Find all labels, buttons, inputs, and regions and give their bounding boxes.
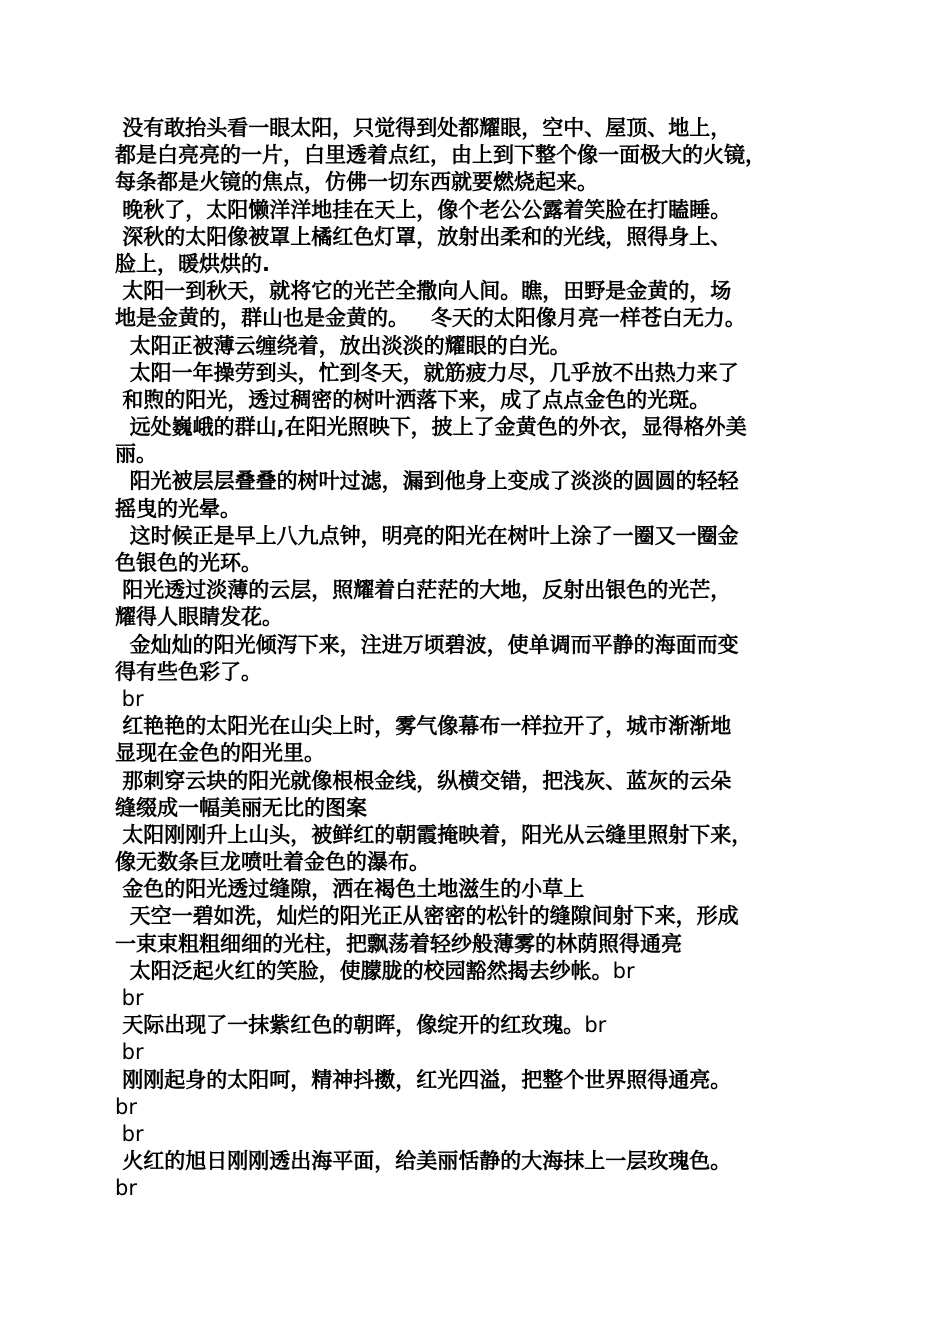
br-line: br <box>115 686 144 711</box>
br-line: br <box>115 986 144 1010</box>
text-line: 那刺穿云块的阳光就像根根金线，纵横交错，把浅灰、蓝灰的云朵 <box>115 768 732 793</box>
text-line: 深秋的太阳像被罩上橘红色灯罩，放射出柔和的光线，照得身上、 <box>115 224 732 249</box>
text-line: 显现在金色的阳光里。 <box>115 741 325 766</box>
document-page <box>115 115 850 1203</box>
text-line: 都是白亮亮的一片，白里透着点红，由上到下整个像一面极大的火镜， <box>115 143 766 168</box>
text-line: 色银色的光环。 <box>115 551 262 575</box>
text-line: 摇曳的光晕。 <box>115 496 241 521</box>
br-line: br <box>115 1040 144 1065</box>
text-line: 阳光被层层叠叠的树叶过滤，漏到他身上变成了淡淡的圆圆的轻轻 <box>115 469 739 494</box>
text-line: 丽。 <box>115 442 157 467</box>
text-line: 远处巍峨的群山,在阳光照映下，披上了金黄色的外衣，显得格外美 <box>115 415 747 440</box>
text-line-with-br <box>115 1012 850 1039</box>
br-line: br <box>115 1094 137 1119</box>
text-line: 地是金黄的，群山也是金黄的。 冬天的太阳像月亮一样苍白无力。 <box>115 306 746 331</box>
text-line: 阳光透过淡薄的云层，照耀着白茫茫的大地，反射出银色的光芒， <box>115 578 732 603</box>
text-line: 晚秋了，太阳懒洋洋地挂在天上，像个老公公露着笑脸在打瞌睡。 <box>115 197 732 222</box>
text-line: 太阳一到秋天，就将它的光芒全撒向人间。瞧，田野是金黄的，场 <box>115 279 732 304</box>
br-line: br <box>115 1121 144 1146</box>
text-line: 金色的阳光透过缝隙，洒在褐色土地滋生的小草上 <box>115 877 585 902</box>
text-line: 一束束粗粗细细的光柱，把飘荡着轻纱般薄雾的林荫照得通亮 <box>115 931 682 956</box>
text-line: 缝缀成一幅美丽无比的图案 <box>115 795 367 820</box>
inline-br: br <box>584 1013 607 1038</box>
text-line: 每条都是火镜的焦点，仿佛一切东西就要燃烧起来。 <box>115 170 598 195</box>
text-line: 红艳艳的太阳光在山尖上时，雾气像幕布一样拉开了，城市渐渐地 <box>115 714 732 739</box>
text-line: 天空一碧如洗，灿烂的阳光正从密密的松针的缝隙间射下来，形成 <box>115 904 739 929</box>
text-line-with-br <box>115 958 850 985</box>
text-line: 火红的旭日刚刚透出海平面，给美丽恬静的大海抹上一层玫瑰色。 <box>115 1149 732 1174</box>
text-line: 没有敢抬头看一眼太阳，只觉得到处都耀眼，空中、屋顶、地上， <box>115 116 732 140</box>
text-line-content: 太阳泛起火红的笑脸，使朦胧的校园豁然揭去纱帐。 <box>115 958 613 983</box>
text-line: 这时候正是早上八九点钟，明亮的阳光在树叶上涂了一圈又一圈金 <box>115 523 739 548</box>
text-line: 像无数条巨龙喷吐着金色的瀑布。 <box>115 850 430 875</box>
inline-br: br <box>612 958 635 983</box>
text-line: 刚刚起身的太阳呵，精神抖擞，红光四溢，把整个世界照得通亮。 <box>115 1067 732 1092</box>
text-line: 太阳一年操劳到头，忙到冬天，就筋疲力尽，几乎放不出热力来了 <box>115 360 739 385</box>
text-line: 耀得人眼睛发花。 <box>115 605 283 630</box>
text-line-content: 天际出现了一抹紫红色的朝晖，像绽开的红玫瑰。 <box>115 1013 585 1038</box>
br-line: br <box>115 1176 137 1201</box>
text-line: 太阳刚刚升上山头，被鲜红的朝霞掩映着，阳光从云缝里照射下来， <box>115 822 753 847</box>
text-line: 金灿灿的阳光倾泻下来，注进万顷碧波，使单调而平静的海面而变 <box>115 632 739 657</box>
text-line: 和煦的阳光，透过稠密的树叶洒落下来，成了点点金色的光斑。 <box>115 387 711 412</box>
text-line: 脸上，暖烘烘的. <box>115 251 270 276</box>
text-line: 太阳正被薄云缠绕着，放出淡淡的耀眼的白光。 <box>115 333 571 358</box>
text-line: 得有些色彩了。 <box>115 659 262 684</box>
